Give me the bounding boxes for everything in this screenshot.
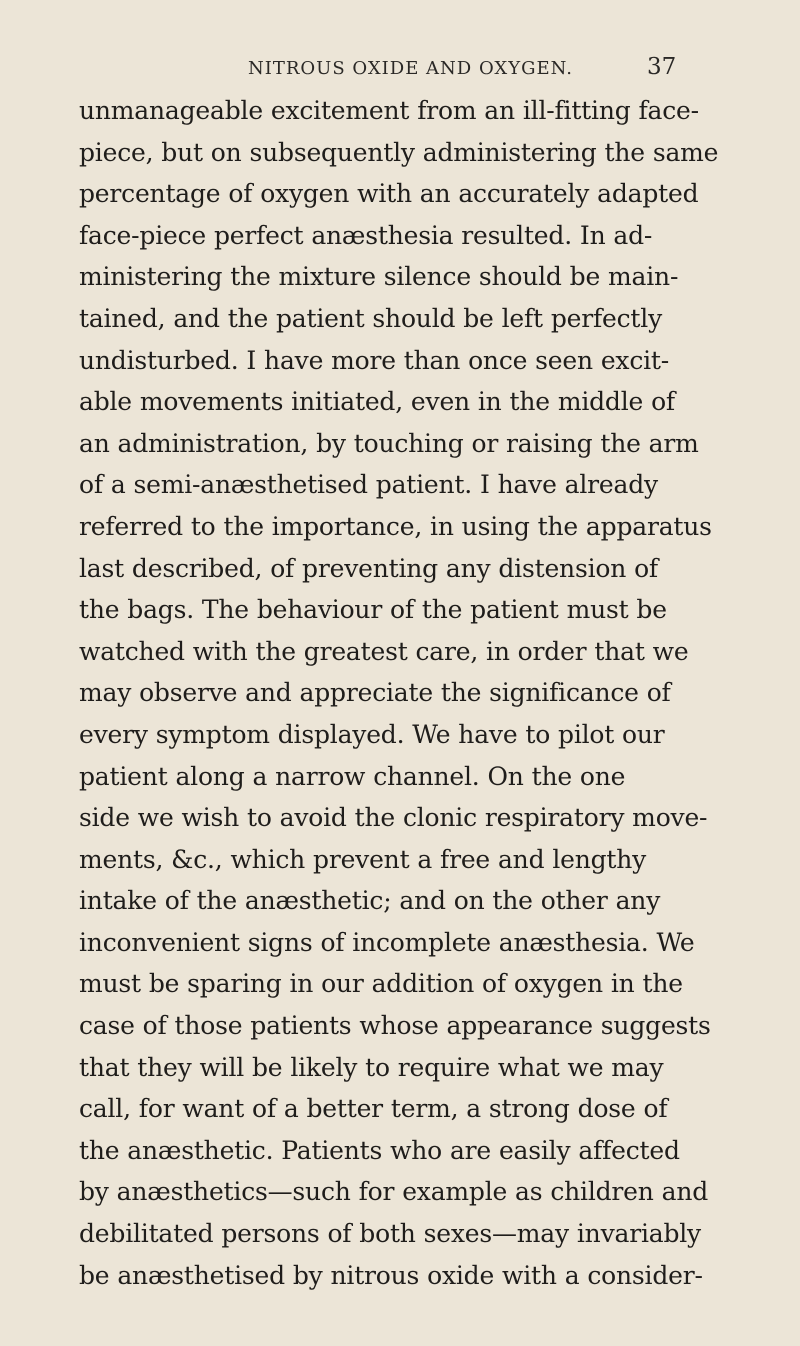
text-line: percentage of oxygen with an accurately adapted: [79, 179, 699, 209]
text-line: undisturbed. I have more than once seen excit-: [79, 345, 670, 375]
running-head: [0, 50, 800, 90]
text-line: by anæsthetics—such for example as children and: [79, 1177, 709, 1207]
text-line: piece, but on subsequently administering the same: [79, 137, 719, 167]
text-line: be anæsthetised by nitrous oxide with a consider-: [79, 1260, 703, 1290]
text-line: unmanageable excitement from an ill-fitting face-: [79, 96, 699, 125]
text-line: last described, of preventing any distension of: [79, 553, 658, 583]
text-line: face-piece perfect anæsthesia resulted. In ad-: [79, 220, 653, 250]
text-line: inconvenient signs of incomplete anæsthesia. We: [79, 927, 695, 957]
text-line: tained, and the patient should be left perfectly: [79, 303, 662, 333]
text-line: side we wish to avoid the clonic respiratory move-: [79, 803, 708, 833]
text-line: must be sparing in our addition of oxygen in the: [79, 969, 683, 999]
text-line: may observe and appreciate the significance of: [79, 678, 671, 708]
text-line: watched with the greatest care, in order that we: [79, 636, 689, 666]
text-line: intake of the anæsthetic; and on the other any: [79, 886, 661, 916]
page-number: 37: [647, 54, 677, 80]
text-line: every symptom displayed. We have to pilot our: [79, 719, 665, 749]
text-line: case of those patients whose appearance suggests: [79, 1011, 711, 1041]
text-line: ments, &c., which prevent a free and lengthy: [79, 844, 647, 874]
text-line: debilitated persons of both sexes—may invariably: [79, 1219, 701, 1249]
text-line: referred to the importance, in using the apparatus: [79, 511, 712, 541]
text-line: an administration, by touching or raising the arm: [79, 428, 699, 458]
text-line: patient along a narrow channel. On the one: [79, 761, 626, 791]
body-text: [79, 90, 719, 1296]
text-line: ministering the mixture silence should be main-: [79, 262, 679, 292]
text-line: of a semi-anæsthetised patient. I have already: [79, 470, 658, 500]
text-line: that they will be likely to require what we may: [79, 1052, 664, 1082]
running-title: NITROUS OXIDE AND OXYGEN.: [248, 58, 573, 79]
text-line: the anæsthetic. Patients who are easily affected: [79, 1135, 680, 1165]
text-line: call, for want of a better term, a strong dose of: [79, 1094, 668, 1124]
text-line: able movements initiated, even in the middle of: [79, 387, 675, 417]
text-line: the bags. The behaviour of the patient must be: [79, 595, 667, 625]
